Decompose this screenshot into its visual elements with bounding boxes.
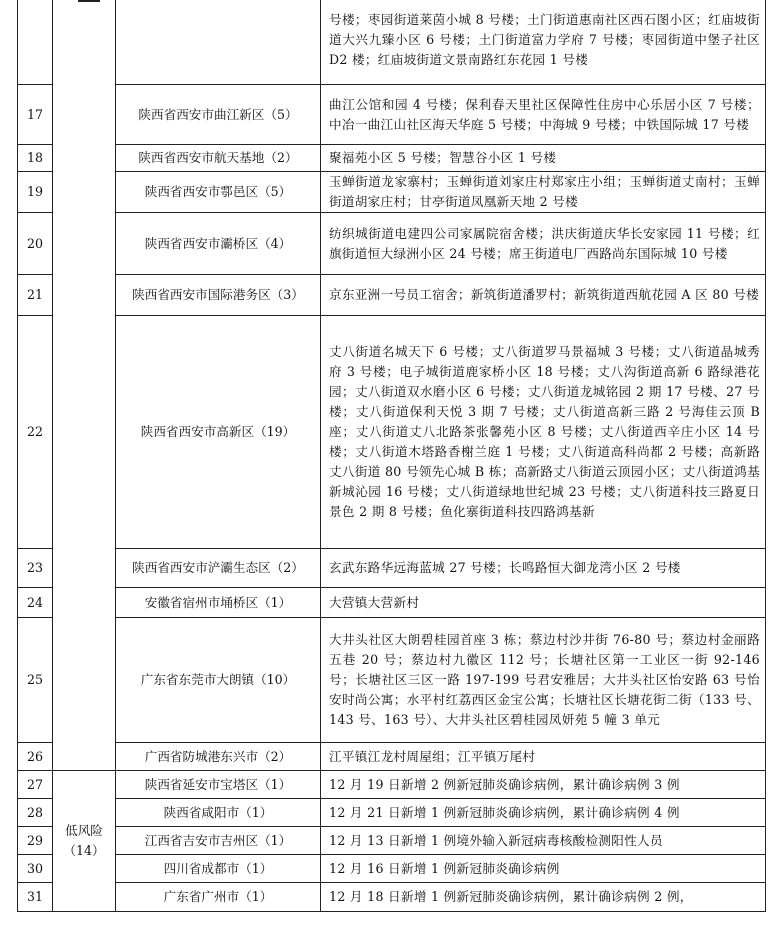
area-detail: 12 月 13 日新增 1 例境外输入新冠病毒核酸检测阳性人员 [321, 827, 766, 855]
area-detail: 12 月 18 日新增 1 例新冠肺炎确诊病例，累计确诊病例 2 例， [321, 883, 766, 912]
row-number: 26 [18, 743, 53, 771]
row-number: 17 [18, 85, 53, 145]
table-row [18, 618, 766, 743]
table-row [18, 855, 766, 883]
row-number: 20 [18, 213, 53, 275]
row-number: 31 [18, 883, 53, 912]
row-number: 22 [18, 316, 53, 549]
table-row [18, 145, 766, 172]
row-number [18, 0, 53, 85]
region-name: 陕西省延安市宝塔区（1） [116, 771, 321, 799]
region-name: 广东省广州市（1） [116, 883, 321, 912]
table-row [18, 0, 766, 85]
table-row [18, 549, 766, 588]
region-name: 广东省东莞市大朗镇（10） [116, 618, 321, 743]
row-number: 30 [18, 855, 53, 883]
region-name: 陕西省西安市高新区（19） [116, 316, 321, 549]
row-number: 21 [18, 275, 53, 316]
row-number: 23 [18, 549, 53, 588]
row-number: 24 [18, 588, 53, 618]
region-name: 陕西省西安市鄠邑区（5） [116, 172, 321, 213]
region-name: 陕西省西安市国际港务区（3） [116, 275, 321, 316]
row-number: 25 [18, 618, 53, 743]
area-detail: 号楼；枣园街道莱茵小城 8 号楼；土门街道惠南社区西石图小区；红庙坡街道大兴九臻小区 6 号楼；土门街道富力学府 7 号楼；枣园街道中堡子社区 D2 楼；红庙坡街道文景南路红东花园 1 号楼 [321, 0, 766, 85]
risk-level-cell-continued [53, 0, 116, 771]
area-detail: 12 月 16 日新增 1 例新冠肺炎确诊病例 [321, 855, 766, 883]
region-name: 四川省成都市（1） [116, 855, 321, 883]
table-row [18, 316, 766, 549]
risk-level-label: 低风险 [65, 823, 103, 838]
table-row [18, 743, 766, 771]
row-number: 19 [18, 172, 53, 213]
area-detail: 12 月 19 日新增 2 例新冠肺炎确诊病例，累计确诊病例 3 例 [321, 771, 766, 799]
row-number: 27 [18, 771, 53, 799]
area-detail: 大井头社区大朗碧桂园首座 3 栋；蔡边村沙井街 76-80 号；蔡边村金丽路五巷 20 号；蔡边村九徽区 112 号；长塘社区第一工业区一街 92-146 号；长塘社区三区一路 197-199 号君安雅居；大井头社区怡安路 63 号怡安时尚公寓；水平村红荔西区金宝公寓；长塘社区长塘花街二街（133 号、143 号、163 号）、大井头社区碧桂园凤妍苑 5 幢 3 单元 [321, 618, 766, 743]
table-row [18, 827, 766, 855]
region-name: 陕西省西安市浐灞生态区（2） [116, 549, 321, 588]
table-row [18, 883, 766, 912]
area-detail: 丈八街道名城天下 6 号楼；丈八街道罗马景福城 3 号楼；丈八街道晶城秀府 3 号楼；电子城街道鹿家桥小区 18 号楼；丈八沟街道高新 6 路绿港花园；丈八街道双水磨小区 6 号楼；丈八街道龙城铭园 2 期 17 号楼、27 号楼；丈八街道保利天悦 3 期 7 号楼；丈八街道高新三路 2 号海佳云顶 B 座；丈八街道丈八北路茶张馨苑小区 8 号楼；丈八街道西辛庄小区 14 号楼；丈八街道木塔路香榭兰庭 1 号楼；丈八街道高科尚都 2 号楼；高新路丈八街道 80 号领先心城 B 栋；高新路丈八街道云顶园小区；丈八街道鸿基新城沁园 16 号楼；丈八街道绿地世纪城 23 号楼；丈八街道科技三路夏日景色 2 期 8 号楼；鱼化寨街道科技四路鸿基新 [321, 316, 766, 549]
row-number: 29 [18, 827, 53, 855]
table-row [18, 85, 766, 145]
area-detail: 京东亚洲一号员工宿舍；新筑街道潘罗村；新筑街道西航花园 A 区 80 号楼 [321, 275, 766, 316]
region-name: 江西省吉安市吉州区（1） [116, 827, 321, 855]
area-detail: 玄武东路华远海蓝城 27 号楼；长鸣路恒大御龙湾小区 2 号楼 [321, 549, 766, 588]
risk-area-table [17, 0, 766, 912]
area-detail: 大营镇大营新村 [321, 588, 766, 618]
table-row [18, 172, 766, 213]
table-row [18, 799, 766, 827]
row-number: 28 [18, 799, 53, 827]
table-row [18, 213, 766, 275]
table-row [18, 588, 766, 618]
region-name: 陕西省西安市灞桥区（4） [116, 213, 321, 275]
area-detail: 玉蝉街道龙家寨村；玉蝉街道刘家庄村郑家庄小组；玉蝉街道丈南村；玉蝉街道胡家庄村；甘亭街道凤凰新天地 2 号楼 [321, 172, 766, 213]
region-name: 陕西省咸阳市（1） [116, 799, 321, 827]
area-detail: 纺织城街道电建四公司家属院宿舍楼；洪庆街道庆华长安家园 11 号楼；红旗街道恒大绿洲小区 24 号楼；席王街道电厂西路尚东国际城 10 号楼 [321, 213, 766, 275]
region-name: 陕西省西安市航天基地（2） [116, 145, 321, 172]
area-detail: 曲江公馆和园 4 号楼；保利春天里社区保障性住房中心乐居小区 7 号楼；中冶一曲江山社区海天华庭 5 号楼；中海城 9 号楼；中铁国际城 17 号楼 [321, 85, 766, 145]
region-name: 陕西省西安市曲江新区（5） [116, 85, 321, 145]
area-detail: 江平镇江龙村周屋组；江平镇万尾村 [321, 743, 766, 771]
region-name: 安徽省宿州市埇桥区（1） [116, 588, 321, 618]
area-detail: 12 月 21 日新增 1 例新冠肺炎确诊病例，累计确诊病例 4 例 [321, 799, 766, 827]
region-name [116, 0, 321, 85]
region-name: 广西省防城港东兴市（2） [116, 743, 321, 771]
table-row [18, 275, 766, 316]
table-row [18, 771, 766, 799]
area-detail: 聚福苑小区 5 号楼；智慧谷小区 1 号楼 [321, 145, 766, 172]
row-number: 18 [18, 145, 53, 172]
risk-level-cell [53, 771, 116, 912]
risk-level-count: （14） [63, 843, 105, 858]
